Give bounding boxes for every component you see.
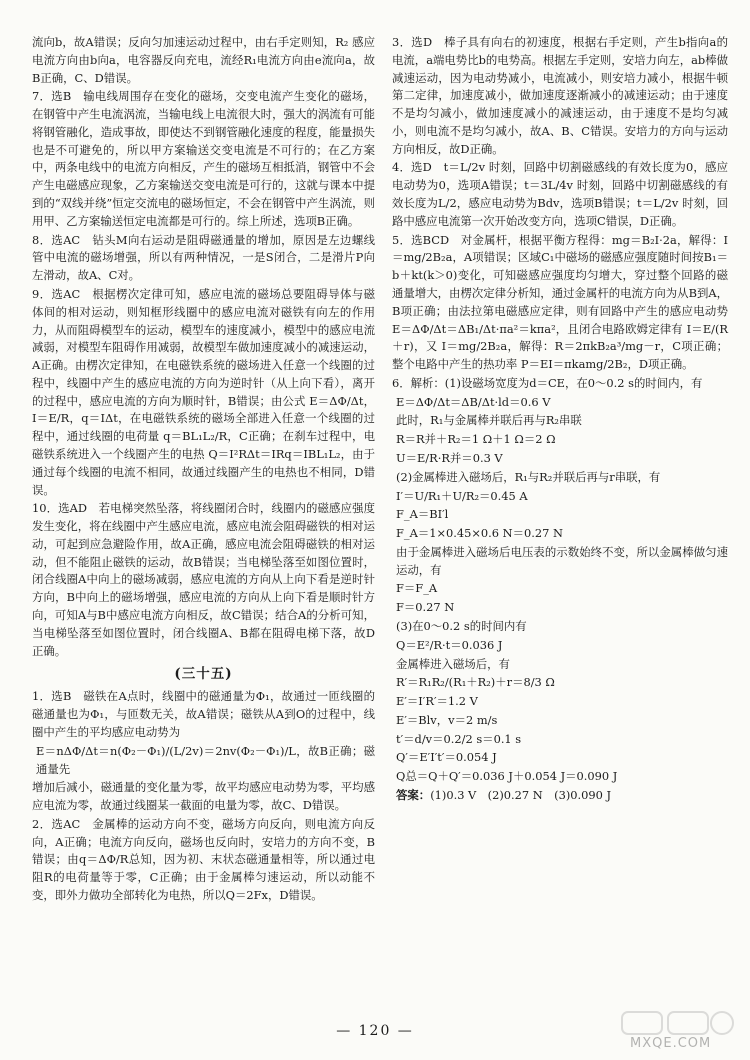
eq-line: Q′＝E′I′t′＝0.054 J bbox=[396, 750, 497, 765]
right-column bbox=[392, 34, 728, 806]
eq-line: F＝F_A bbox=[396, 581, 438, 596]
answer-7: 7．选B 输电线周围存在变化的磁场，交变电流产生变化的磁场，在钢管中产生电流涡流，当输电线上电流很大时，强大的涡流有可能将钢管融化，造成事故，即使达不到钢管融化速度的程度，能量损失也是不可避免的，所以甲方案输送交变电流是不可行的；在乙方案中，两条电线中的电流方向相反，产生的磁场互相抵消，钢管中不会产生电磁感应现象，乙方案输送交变电流是可行的，这就与课本中提到的“双线并绕”恒定交流电的磁场恒定，不会在钢管中产生涡流，则用甲、乙方案输送恒定电流都是可行的。综上所述，选项B正确。 bbox=[32, 89, 375, 228]
answer-9: 9．选AC 根据楞次定律可知，感应电流的磁场总要阻碍导体与磁体间的相对运动，则知框形线圈中的感应电流对磁铁有向左的作用力，从而阻碍模型车的运动，模型车的速度减小，模型中的感应电流减弱，对模型车阻碍作用减弱，故模型车做加速度减小的减速运动，A正确。由楞次定律知，在电磁铁系统的磁场进入任意一个线圈的过程中，线圈中产生的感应电流的方向为逆时针（从上向下看），离开的过程中，感应电流的方向为顺时针，B错误；由公式 E＝ΔΦ/Δt，I＝E/R，q＝IΔt，在电磁铁系统的磁场全部进入任意一个线圈的过程中，通过线圈的电荷量 q＝BL₁L₂/R，C正确；在刹车过程中，电磁铁系统进入一个线圈产生的电热 Q＝I²RΔt＝IRq＝IBL₁L₂，由于通过每个线圈的电流不相同，故通过线圈产生的电热也不相同，D错误。 bbox=[32, 286, 375, 497]
eq-line: E＝ΔΦ/Δt＝ΔB/Δt·ld＝0.6 V bbox=[396, 394, 551, 409]
final-answer bbox=[392, 787, 728, 805]
eq-line: E′＝I′R′＝1.2 V bbox=[396, 694, 478, 709]
eq-line: 此时，R₁与金属棒并联后再与R₂串联 bbox=[396, 413, 582, 428]
s35-answer-1: 1．选B 磁铁在A点时，线圈中的磁通量为Φ₁，故通过一匝线圈的磁通量也为Φ₁，与匝数无关，故A错误；磁铁从A到O的过程中，线圈中产生的平均感应电动势为 bbox=[32, 689, 375, 739]
eq-line: R＝R并＋R₂＝1 Ω＋1 Ω＝2 Ω bbox=[396, 432, 556, 447]
left-column bbox=[32, 34, 375, 906]
eq-line: 金属棒进入磁场后，有 bbox=[396, 656, 510, 671]
eq-line: F_A＝1×0.45×0.6 N＝0.27 N bbox=[396, 526, 563, 541]
answer-values: (1)0.3 V (2)0.27 N (3)0.090 J bbox=[430, 788, 612, 803]
answer-label: 答案： bbox=[396, 788, 431, 803]
eq-line: E′＝Blv，v＝2 m/s bbox=[396, 712, 498, 727]
section-heading: (三十五) bbox=[174, 666, 233, 683]
eq-line: U＝E/R·R并＝0.3 V bbox=[396, 450, 503, 465]
s35-answer-1-equation: E＝nΔΦ/Δt＝n(Φ₂－Φ₁)/(L/2v)＝2nv(Φ₂－Φ₁)/L，故B正确；磁通量先 bbox=[36, 743, 375, 776]
eq-line: Q＝E²/R·t＝0.036 J bbox=[396, 637, 503, 652]
eq-line: 由于金属棒进入磁场后电压表的示数始终不变，所以金属棒做匀速运动，有 bbox=[396, 544, 728, 577]
eq-line: (3)在0～0.2 s的时间内有 bbox=[396, 619, 527, 633]
eq-line: F_A＝BI′l bbox=[396, 507, 449, 522]
s35-answer-3: 3．选D 棒子具有向右的初速度，根据右手定则，产生b指向a的电流，a端电势比b的电势高。根据左手定则，安培力向左，ab棒做减速运动，因为电动势减小，电流减小，则安培力减小，根据牛顿第二定律，加速度减小，做加速度逐渐减小的减速运动；由于速度不是均匀减小，做加速度减小的减速运动，由于速度不是均匀减小，则电流不是均匀减小，故A、B、C错误。安培力的方向与运动方向相反，故D正确。 bbox=[392, 35, 728, 156]
eq-line: R′＝R₁R₂/(R₁＋R₂)＋r＝8/3 Ω bbox=[396, 675, 555, 690]
answer-6-continuation: 流向b，故A错误；反向匀加速运动过程中，由右手定则知，R₂ 感应电流方向由b向a，电容器反向充电，流经R₁电流方向由e流向a，故B正确，C、D错误。 bbox=[32, 35, 375, 85]
page-number: — 120 — bbox=[336, 1023, 414, 1039]
s35-answer-2: 2．选AC 金属棒的运动方向不变，磁场方向反向，则电流方向反向，A正确；电流方向反向，磁场也反向时，安培力的方向不变，B错误；由q＝ΔΦ/R总知，因为初、末状态磁通量相等，所以通过电阻R的电荷量等于零，C正确；由于金属棒匀速运动，所以动能不变，即外力做功全部转化为电热，所以Q＝2Fx，D错误。 bbox=[32, 816, 375, 902]
answer-10: 10．选AD 若电梯突然坠落，将线圈闭合时，线圈内的磁感应强度发生变化，将在线圈中产生感应电流，感应电流会阻碍磁铁的相对运动，可起到应急避险作用，故A正确，感应电流会阻碍磁铁的相对运动，但不能阻止磁铁的运动，故B错误；当电梯坠落至如图位置时，闭合线圈A中向上的磁场减弱，感应电流的方向从上向下看是逆时针方向，B中向上的磁场增强，感应电流的方向从上向下看是顺时针方向，可知A与B中感应电流方向相反，故C错误；结合A的分析可知，当电梯坠落至如图位置时，闭合线圈A、B都在阻碍电梯下落，故D正确。 bbox=[32, 501, 375, 658]
eq-line: Q总＝Q＋Q′＝0.036 J＋0.054 J＝0.090 J bbox=[396, 769, 618, 784]
eq-line: (2)金属棒进入磁场后，R₁与R₂并联后再与r串联，有 bbox=[396, 469, 661, 484]
s35-answer-4: 4．选D t＝L/2v 时刻，回路中切割磁感线的有效长度为0，感应电动势为0，选项A错误；t＝3L/4v 时刻，回路中切割磁感线的有效长度为L/2，感应电动势为Bdv，选项B错误；t＝L/2v 时刻，回路中感应电流第一次开始改变方向，选项C错误，D正确。 bbox=[392, 160, 728, 228]
eq-line: I′＝U/R₁＋U/R₂＝0.45 A bbox=[396, 488, 528, 503]
eq-line: t′＝d/v＝0.2/2 s＝0.1 s bbox=[396, 731, 522, 746]
s35-answer-1-cont: 增加后减小，磁通量的变化量为零，故平均感应电动势为零，平均感应电流为零，故通过线圈某一截面的电量为零，故C、D错误。 bbox=[32, 780, 375, 813]
watermark-text: MXQE.COM bbox=[630, 1036, 712, 1051]
s35-answer-6-header: 6．解析：(1)设磁场宽度为d＝CE，在0～0.2 s的时间内，有 bbox=[392, 375, 703, 390]
s35-answer-5: 5．选BCD 对金属杆，根据平衡方程得：mg＝B₂I·2a，解得：I＝mg/2B₂a，A项错误；区域C₁中磁场的磁感应强度随时间按B₁＝b＋kt(k＞0)变化，可知磁感应强度均匀增大，穿过整个回路的磁通量增大，由楞次定律分析知，通过金属杆的电流方向为从B到A，B项正确；由法拉第电磁感应定律，则有回路中产生的感应电动势 E＝ΔΦ/Δt＝ΔB₁/Δt·πa²＝kπa²，且闭合电路欧姆定律有 I＝E/(R＋r)，又 I＝mg/2B₂a，解得：R＝2πkB₂a³/mg－r，C项正确；整个电路中产生的热功率 P＝EI＝πkamg/2B₂，D项正确。 bbox=[392, 232, 728, 372]
eq-line: F＝0.27 N bbox=[396, 600, 455, 615]
answer-8: 8．选AC 钻头M向右运动是阻碍磁通量的增加，原因是左边螺线管中电流的磁场增强，所以有两种情况，一是S闭合，二是滑片P向左滑动，故A、C对。 bbox=[32, 232, 375, 283]
